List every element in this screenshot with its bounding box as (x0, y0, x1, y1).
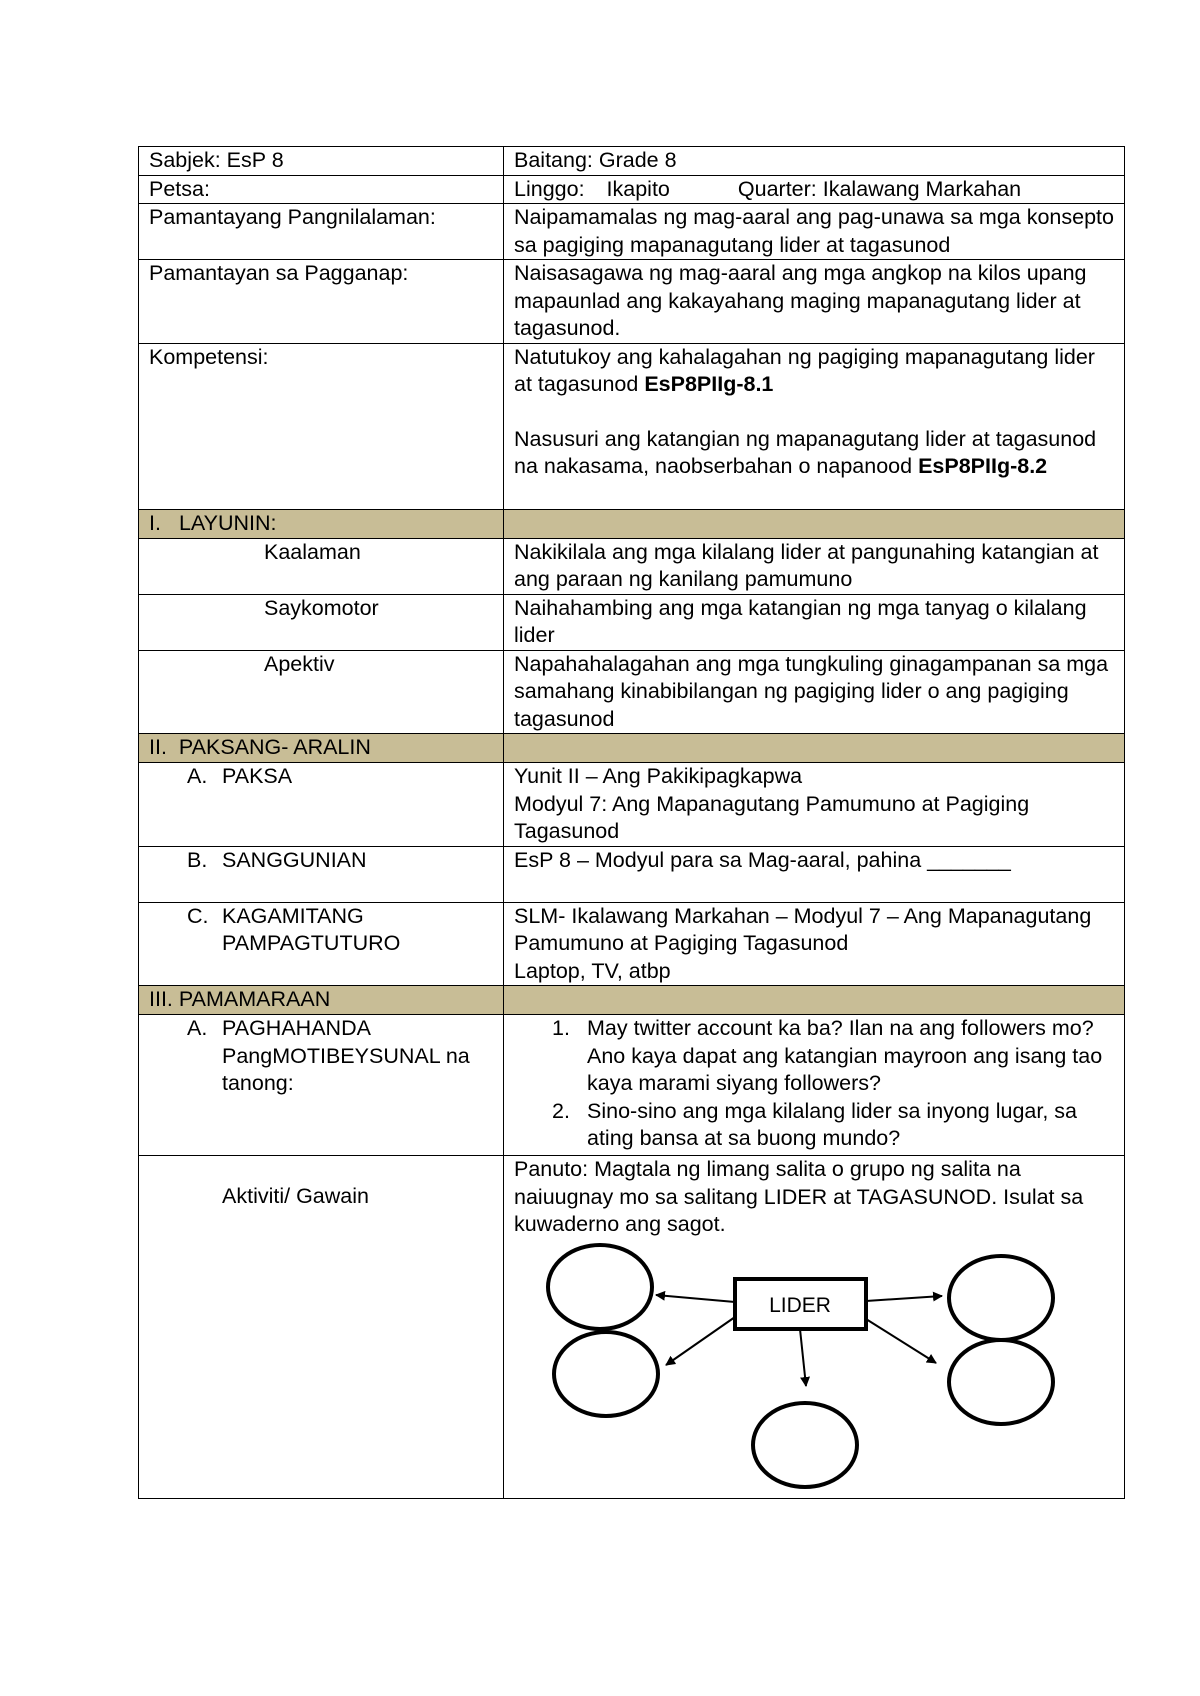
performance-standard-label: Pamantayan sa Pagganap: (139, 260, 504, 344)
grade-cell: Baitang: Grade 8 (504, 147, 1125, 176)
section-procedure-header (139, 986, 1125, 1015)
topic-value (504, 763, 1125, 847)
reference-label-cell (139, 846, 504, 902)
answer-bubble-top-right (949, 1256, 1053, 1340)
topic-line-2: Modyul 7: Ang Mapanagutang Pamumuno at Pagiging Tagasunod (514, 791, 1030, 843)
procedure-heading-blank (504, 986, 1125, 1015)
row-preparation (139, 1015, 1125, 1156)
row-psychomotor (139, 594, 1125, 650)
knowledge-value: Nakikilala ang mga kilalang lider at pangunahing katangian at ang paraan ng kanilang pamumuno (504, 538, 1125, 594)
lesson-plan (138, 146, 1124, 1499)
row-competency (139, 343, 1125, 509)
affective-label: Apektiv (139, 650, 504, 734)
answer-bubble-bottom-right (949, 1340, 1053, 1424)
competency-1-text: Natutukoy ang kahalagahan ng pagiging mapanagutang lider at tagasunod (514, 344, 1095, 396)
competency-1-code: EsP8PIIg-8.1 (644, 372, 774, 396)
week-label: Linggo: (514, 176, 585, 201)
activity-label: Aktiviti/ Gawain (222, 1184, 369, 1208)
row-performance-standard (139, 260, 1125, 344)
activity-value (504, 1156, 1125, 1499)
row-affective (139, 650, 1125, 734)
row-date (139, 175, 1125, 204)
row-content-standard (139, 204, 1125, 260)
arrow-to-top-right (866, 1296, 942, 1301)
psychomotor-label: Saykomotor (139, 594, 504, 650)
objectives-num: I. (149, 510, 161, 535)
section-subject-matter-header (139, 734, 1125, 763)
row-subject (139, 147, 1125, 176)
question-number: 2. (552, 1098, 570, 1123)
preparation-label: PAGHAHANDA PangMOTIBEYSUNAL na tanong: (222, 1016, 470, 1095)
competency-value (504, 343, 1125, 509)
competency-2-code: EsP8PIIg-8.2 (918, 454, 1048, 478)
affective-value: Napahahalagahan ang mga tungkuling ginagampanan sa mga samahang kinabibilangan ng pagiging lider o ang pagiging tagasunod (504, 650, 1125, 734)
procedure-heading (139, 986, 504, 1015)
subject-matter-num: II. (149, 735, 167, 759)
reference-value: EsP 8 – Modyul para sa Mag-aaral, pahina _______ (504, 846, 1125, 902)
row-activity (139, 1156, 1125, 1499)
content-standard-label: Pamantayang Pangnilalaman: (139, 204, 504, 260)
reference-label: SANGGUNIAN (222, 847, 367, 872)
activity-instructions: Panuto: Magtala ng limang salita o grupo ng salita na naiuugnay mo sa salitang LIDER at TAGASUNOD. Isulat sa kuwaderno ang sagot. (514, 1157, 1084, 1236)
answer-bubble-top-left (548, 1245, 652, 1329)
row-reference (139, 846, 1125, 902)
materials-line-1: SLM- Ikalawang Markahan – Modyul 7 – Ang Mapanagutang Pamumuno at Pagiging Tagasunod (514, 903, 1092, 955)
preparation-label-cell (139, 1015, 504, 1156)
row-topic (139, 763, 1125, 847)
content-standard-value: Naipamamalas ng mag-aaral ang pag-unawa sa mga konsepto sa pagiging mapanagutang lider at tagasunod (504, 204, 1125, 260)
week-quarter-cell (504, 175, 1125, 204)
motivational-questions (504, 1015, 1125, 1156)
performance-standard-value: Naisasagawa ng mag-aaral ang mga angkop na kilos upang mapaunlad ang kakayahang maging mapanagutang lider at tagasunod. (504, 260, 1125, 344)
row-materials (139, 902, 1125, 986)
topic-letter: A. (187, 764, 208, 788)
psychomotor-value: Naihahambing ang mga katangian ng mga tanyag o kilalang lider (504, 594, 1125, 650)
competency-2-text: Nasusuri ang katangian ng mapanagutang lider at tagasunod na nakasama, naobserbahan o napanood (514, 426, 1097, 478)
question-text: May twitter account ka ba? Ilan na ang followers mo? Ano kaya dapat ang katangian mayroon ang isang tao kaya marami siyang followers? (587, 1016, 1103, 1095)
materials-letter: C. (187, 903, 209, 928)
topic-label-cell (139, 763, 504, 847)
arrow-to-bottom-right (866, 1319, 936, 1363)
date-cell: Petsa: (139, 175, 504, 204)
arrow-to-top-left (656, 1295, 735, 1302)
question-list (514, 1015, 1114, 1153)
answer-bubble-bottom-left (554, 1332, 658, 1416)
procedure-title: PAMAMARAAN (178, 987, 331, 1011)
row-knowledge (139, 538, 1125, 594)
materials-line-2: Laptop, TV, atbp (514, 958, 671, 983)
arrow-to-bottom-center (800, 1329, 806, 1386)
topic-line-1: Yunit II – Ang Pakikipagkapwa (514, 764, 803, 788)
preparation-letter: A. (187, 1016, 208, 1040)
materials-label: KAGAMITANG PAMPAGTUTURO (222, 903, 401, 955)
reference-letter: B. (187, 847, 208, 872)
section-objectives-header (139, 509, 1125, 538)
subject-cell: Sabjek: EsP 8 (139, 147, 504, 176)
subject-matter-heading (139, 734, 504, 763)
objectives-heading-blank (504, 509, 1125, 538)
topic-label: PAKSA (222, 764, 293, 788)
quarter-label: Quarter: Ikalawang Markahan (737, 176, 1022, 201)
question-item (514, 1098, 1114, 1153)
subject-matter-title: PAKSANG- ARALIN (178, 735, 371, 759)
question-text: Sino-sino ang mga kilalang lider sa inyong lugar, sa ating bansa at sa buong mundo? (587, 1098, 1078, 1150)
knowledge-label: Kaalaman (139, 538, 504, 594)
lider-diagram (514, 1239, 1114, 1464)
lider-box-label: LIDER (769, 1293, 831, 1317)
activity-label-cell (139, 1156, 504, 1499)
arrow-to-bottom-left (666, 1317, 735, 1365)
competency-label: Kompetensi: (139, 343, 504, 509)
lider-web-svg (514, 1239, 1135, 1499)
objectives-heading (139, 509, 504, 538)
question-item (514, 1015, 1114, 1098)
question-number: 1. (552, 1016, 570, 1040)
materials-label-cell (139, 902, 504, 986)
objectives-title: LAYUNIN: (178, 510, 277, 535)
subject-matter-heading-blank (504, 734, 1125, 763)
procedure-num: III. (149, 987, 173, 1011)
lesson-plan-table (138, 146, 1125, 1499)
materials-value (504, 902, 1125, 986)
week-value: Ikapito (606, 176, 670, 201)
answer-bubble-bottom-center (753, 1403, 857, 1487)
